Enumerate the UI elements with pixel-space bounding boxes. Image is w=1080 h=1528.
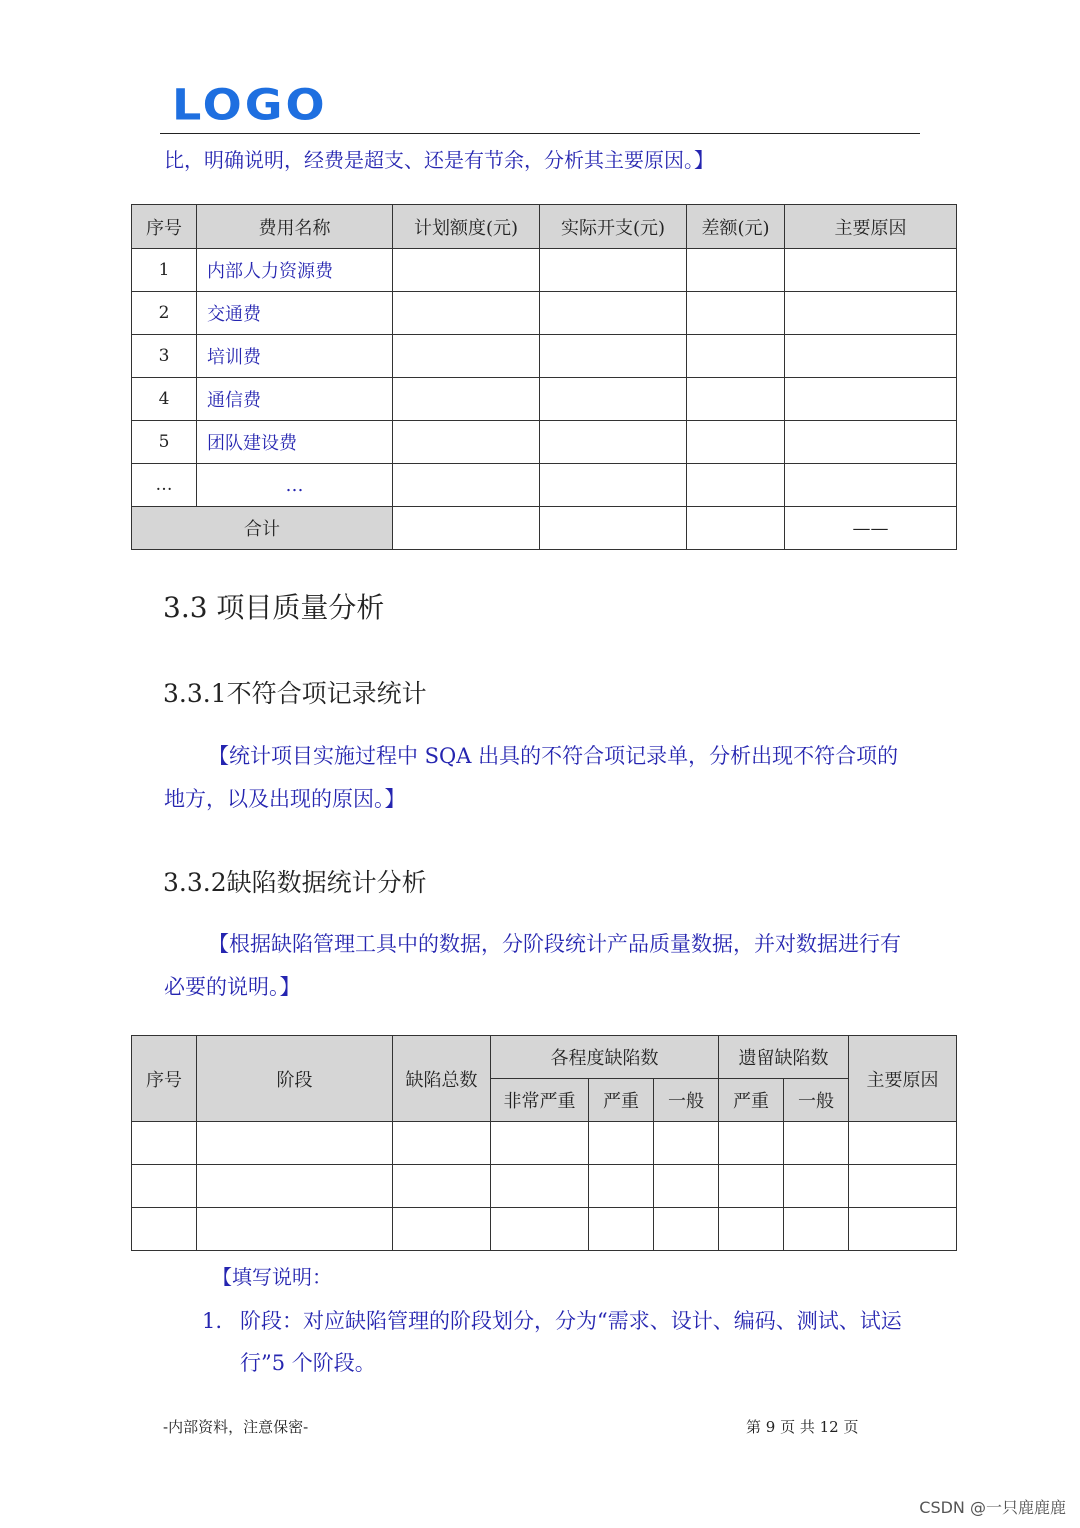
section-title-3-3-2: 3.3.2缺陷数据统计分析 bbox=[163, 868, 427, 897]
total-planned bbox=[393, 507, 540, 550]
cell-reason bbox=[785, 464, 957, 507]
cell-reason bbox=[785, 335, 957, 378]
cell-reason bbox=[785, 292, 957, 335]
table-cell bbox=[393, 1165, 491, 1208]
table-cell bbox=[589, 1122, 654, 1165]
table-row bbox=[132, 378, 957, 421]
defect-table bbox=[131, 1035, 957, 1251]
cell-reason bbox=[785, 249, 957, 292]
table-cell bbox=[491, 1165, 589, 1208]
cell-actual bbox=[540, 249, 687, 292]
table-cell bbox=[719, 1122, 784, 1165]
table-row bbox=[132, 292, 957, 335]
header-stage: 阶段 bbox=[197, 1036, 393, 1122]
table-cell bbox=[849, 1165, 957, 1208]
cell-planned bbox=[393, 421, 540, 464]
header-remaining-group: 遗留缺陷数 bbox=[719, 1036, 849, 1079]
section-3-3-2-text: 【根据缺陷管理工具中的数据，分阶段统计产品质量数据，并对数据进行有必要的说明。】 bbox=[164, 932, 901, 999]
row-no: … bbox=[132, 464, 197, 507]
header-severity-group: 各程度缺陷数 bbox=[491, 1036, 719, 1079]
footer-confidential: -内部资料，注意保密- bbox=[163, 1418, 309, 1436]
row-name: 培训费 bbox=[197, 335, 393, 378]
header-total: 缺陷总数 bbox=[393, 1036, 491, 1122]
defect-table-header-top bbox=[132, 1036, 957, 1079]
header-very-serious: 非常严重 bbox=[491, 1079, 589, 1122]
header-reason: 主要原因 bbox=[785, 205, 957, 249]
table-cell bbox=[784, 1208, 849, 1251]
row-no: 4 bbox=[132, 378, 197, 421]
table-row bbox=[132, 1165, 957, 1208]
cell-reason bbox=[785, 378, 957, 421]
table-cell bbox=[784, 1165, 849, 1208]
cell-actual bbox=[540, 335, 687, 378]
expense-table-header bbox=[132, 205, 957, 249]
table-cell bbox=[197, 1122, 393, 1165]
expense-table bbox=[131, 204, 957, 550]
cell-actual bbox=[540, 464, 687, 507]
row-no: 3 bbox=[132, 335, 197, 378]
table-row bbox=[132, 421, 957, 464]
total-row bbox=[132, 507, 957, 550]
cell-reason bbox=[785, 421, 957, 464]
header-no: 序号 bbox=[132, 1036, 197, 1122]
cell-planned bbox=[393, 464, 540, 507]
table-cell bbox=[719, 1208, 784, 1251]
table-row bbox=[132, 249, 957, 292]
header-divider bbox=[160, 133, 920, 134]
table-cell bbox=[491, 1122, 589, 1165]
cell-planned bbox=[393, 378, 540, 421]
cell-actual bbox=[540, 378, 687, 421]
table-cell bbox=[393, 1122, 491, 1165]
table-cell bbox=[589, 1165, 654, 1208]
table-cell bbox=[784, 1122, 849, 1165]
list-item-text: 阶段：对应缺陷管理的阶段划分，分为“需求、设计、编码、测试、试运行”5 个阶段。 bbox=[240, 1309, 902, 1375]
cell-diff bbox=[687, 292, 785, 335]
cell-actual bbox=[540, 421, 687, 464]
table-row bbox=[132, 1122, 957, 1165]
table-cell bbox=[393, 1208, 491, 1251]
table-row bbox=[132, 1208, 957, 1251]
cell-diff bbox=[687, 464, 785, 507]
total-reason: —— bbox=[785, 507, 957, 550]
cell-diff bbox=[687, 421, 785, 464]
fill-notes-heading: 【填写说明： bbox=[212, 1265, 332, 1289]
row-name: 团队建设费 bbox=[197, 421, 393, 464]
table-cell bbox=[849, 1122, 957, 1165]
table-cell bbox=[654, 1208, 719, 1251]
row-name: … bbox=[197, 464, 393, 507]
table-cell bbox=[491, 1208, 589, 1251]
cell-diff bbox=[687, 335, 785, 378]
cell-planned bbox=[393, 249, 540, 292]
table-cell bbox=[132, 1165, 197, 1208]
row-name: 内部人力资源费 bbox=[197, 249, 393, 292]
cell-diff bbox=[687, 378, 785, 421]
watermark: CSDN @一只鹿鹿鹿 bbox=[919, 1498, 1066, 1517]
intro-text: 比，明确说明，经费是超支、还是有节余，分析其主要原因。】 bbox=[164, 148, 714, 172]
table-cell bbox=[654, 1122, 719, 1165]
table-cell bbox=[849, 1208, 957, 1251]
table-cell bbox=[132, 1208, 197, 1251]
header-no: 序号 bbox=[132, 205, 197, 249]
table-row bbox=[132, 464, 957, 507]
table-cell bbox=[197, 1165, 393, 1208]
row-no: 5 bbox=[132, 421, 197, 464]
table-cell bbox=[132, 1122, 197, 1165]
header-planned: 计划额度(元) bbox=[393, 205, 540, 249]
header-remaining-general: 一般 bbox=[784, 1079, 849, 1122]
header-actual: 实际开支(元) bbox=[540, 205, 687, 249]
table-cell bbox=[197, 1208, 393, 1251]
total-actual bbox=[540, 507, 687, 550]
cell-planned bbox=[393, 335, 540, 378]
table-cell bbox=[589, 1208, 654, 1251]
header-diff: 差额(元) bbox=[687, 205, 785, 249]
table-cell bbox=[719, 1165, 784, 1208]
cell-planned bbox=[393, 292, 540, 335]
row-no: 1 bbox=[132, 249, 197, 292]
company-logo: LOGO bbox=[172, 80, 328, 130]
header-serious: 严重 bbox=[589, 1079, 654, 1122]
table-row bbox=[132, 335, 957, 378]
row-no: 2 bbox=[132, 292, 197, 335]
section-3-3-1-text: 【统计项目实施过程中 SQA 出具的不符合项记录单，分析出现不符合项的地方，以及出现的原因。】 bbox=[164, 744, 899, 811]
section-title-3-3: 3.3 项目质量分析 bbox=[163, 591, 385, 624]
section-title-3-3-1: 3.3.1不符合项记录统计 bbox=[163, 679, 427, 708]
cell-diff bbox=[687, 249, 785, 292]
row-name: 交通费 bbox=[197, 292, 393, 335]
table-cell bbox=[654, 1165, 719, 1208]
row-name: 通信费 bbox=[197, 378, 393, 421]
header-remaining-serious: 严重 bbox=[719, 1079, 784, 1122]
cell-actual bbox=[540, 292, 687, 335]
total-diff bbox=[687, 507, 785, 550]
header-name: 费用名称 bbox=[197, 205, 393, 249]
header-general: 一般 bbox=[654, 1079, 719, 1122]
list-item-index: 1. bbox=[202, 1309, 223, 1333]
header-reason: 主要原因 bbox=[849, 1036, 957, 1122]
footer-page-number: 第 9 页 共 12 页 bbox=[746, 1418, 859, 1436]
total-label: 合计 bbox=[132, 507, 393, 550]
